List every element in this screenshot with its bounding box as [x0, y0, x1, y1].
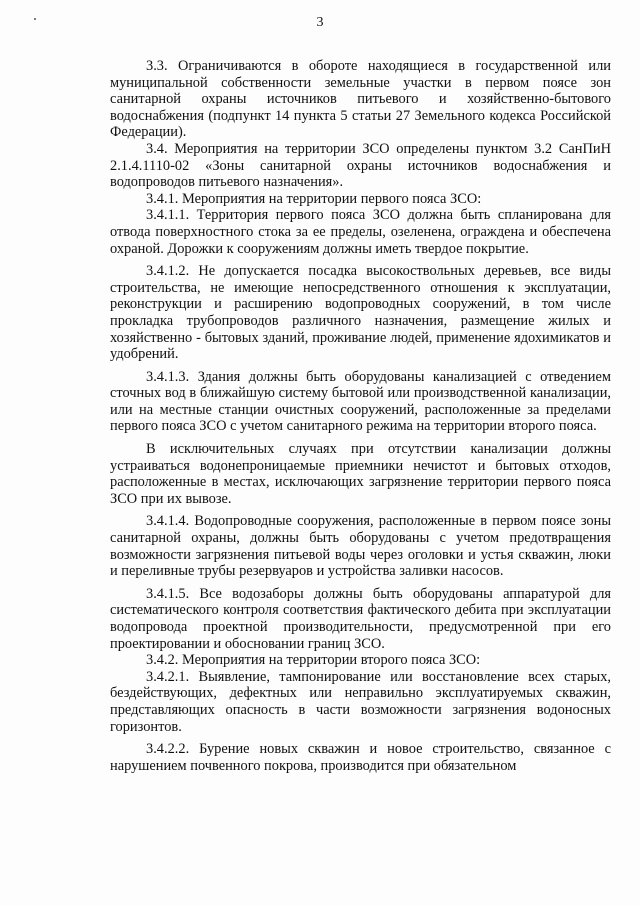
page-number: 3	[316, 15, 324, 30]
paragraph-3-4: 3.4. Мероприятия на территории ЗСО определены пунктом 3.2 СанПиН 2.1.4.1110-02 «Зоны санитарной охраны источников водоснабжения и водопроводов питьевого назначения».	[110, 140, 611, 191]
paragraph-3-4-1-3: 3.4.1.3. Здания должны быть оборудованы канализацией с отведением сточных вод в ближайшую систему бытовой или производственной канализации, или на местные станции очистных сооружений, расположенные за пределами первого пояса ЗСО с учетом санитарного режима на территории второго пояса.	[110, 368, 611, 435]
paragraph-exceptional-cases: В исключительных случаях при отсутствии канализации должны устраиваться водонепроницаемые приемники нечистот и бытовых отходов, расположенные в местах, исключающих загрязнение территории первого пояса ЗСО при их вывозе.	[110, 441, 611, 507]
document-body	[110, 58, 611, 774]
paragraph-3-4-1-4: 3.4.1.4. Водопроводные сооружения, расположенные в первом поясе зоны санитарной охраны, должны быть оборудованы с учетом предотвращения возможности загрязнения питьевой воды через оголовки и устья скважин, люки и переливные трубы резервуаров и устройства заливки насосов.	[110, 513, 611, 580]
paragraph-3-3: 3.3. Ограничиваются в обороте находящиеся в государственной или муниципальной собственности земельные участки в первом поясе зон санитарной охраны источников питьевого и хозяйственно-бытового водоснабжения (подпункт 14 пункта 5 статьи 27 Земельного кодекса Российской Федерации).	[110, 58, 611, 141]
paragraph-3-4-2-2: 3.4.2.2. Бурение новых скважин и новое строительство, связанное с нарушением почвенного покрова, производится при обязательном	[110, 741, 611, 774]
paragraph-3-4-1-1: 3.4.1.1. Территория первого пояса ЗСО должна быть спланирована для отвода поверхностного стока за ее пределы, озеленена, ограждена и обеспечена охраной. Дорожки к сооружениям должны иметь твердое покрытие.	[110, 207, 611, 257]
paragraph-3-4-2-1: 3.4.2.1. Выявление, тампонирование или восстановление всех старых, бездействующих, дефектных или неправильно эксплуатируемых скважин, представляющих опасность в части возможности загрязнения водоносных горизонтов.	[110, 668, 611, 735]
paragraph-3-4-1-5: 3.4.1.5. Все водозаборы должны быть оборудованы аппаратурой для систематического контроля соответствия фактического дебита при эксплуатации водопровода проектной производительности, предусмотренной при его проектировании и обосновании границ ЗСО.	[110, 585, 611, 652]
paragraph-3-4-1: 3.4.1. Мероприятия на территории первого пояса ЗСО:	[146, 190, 482, 207]
paragraph-3-4-2: 3.4.2. Мероприятия на территории второго пояса ЗСО:	[146, 652, 481, 669]
paragraph-3-4-1-2: 3.4.1.2. Не допускается посадка высокоствольных деревьев, все виды строительства, не имеющие непосредственного отношения к эксплуатации, реконструкции и расширению водопроводных сооружений, в том числе прокладка трубопроводов различного назначения, размещение жилых и хозяйственно - бытовых зданий, проживание людей, применение ядохимикатов и удобрений.	[110, 263, 611, 363]
